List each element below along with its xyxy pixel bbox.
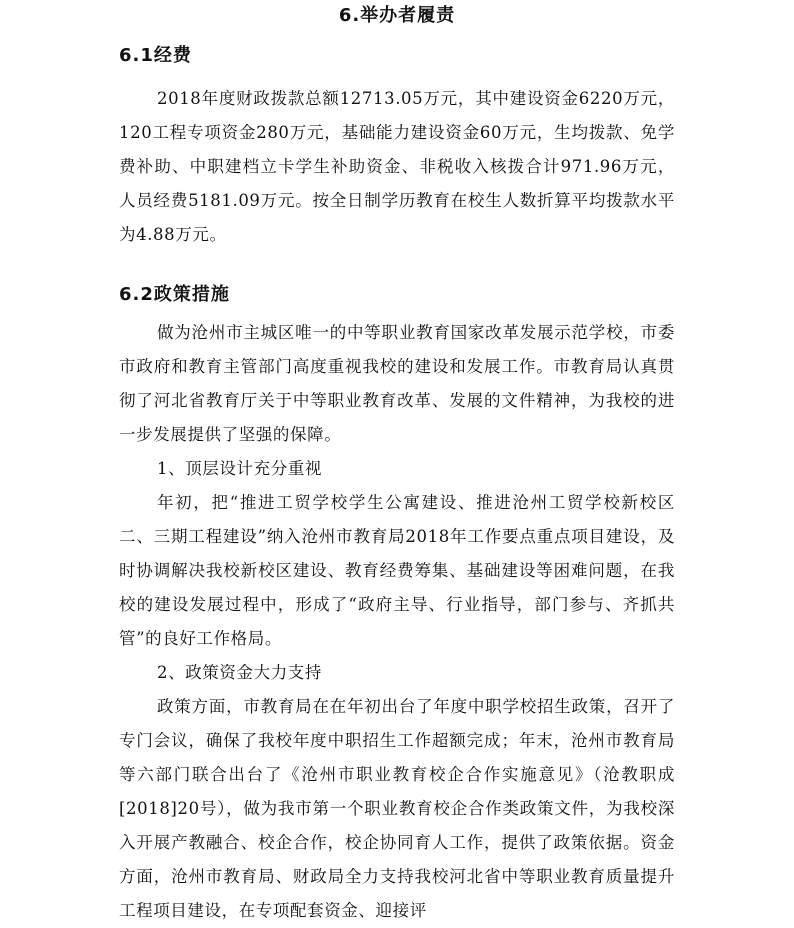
item-2-paragraph: 政策方面，市教育局在在年初出台了年度中职学校招生政策，召开了专门会议，确保了我校年度中职招生工作超额完成；年末，沧州市教育局等六部门联合出台了《沧州市职业教育校企合作实施意见》（沧教职成[2018]20号），做为我市第一个职业教育校企合作类政策文件，为我校深入开展产教融合、校企合作，校企协同育人工作，提供了政策依据。资金方面，沧州市教育局、财政局全力支持我校河北省中等职业教育质量提升工程项目建设，在专项配套资金、迎接评 [119, 697, 675, 920]
section-title-policy: 6.2政策措施 [119, 284, 230, 305]
funding-paragraph: 2018年度财政拨款总额12713.05万元，其中建设资金6220万元，120工程专项资金280万元，基础能力建设资金60万元，生均拨款、免学费补助、中职建档立卡学生补助资金、非税收入核拨合计971.96万元，人员经费5181.09万元。按全日制学历教育在校生人数折算平均拨款水平为4.88万元。 [119, 89, 675, 244]
policy-intro-paragraph: 做为沧州市主城区唯一的中等职业教育国家改革发展示范学校，市委市政府和教育主管部门高度重视我校的建设和发展工作。市教育局认真贯彻了河北省教育厅关于中等职业教育改革、发展的文件精神，为我校的进一步发展提供了坚强的保障。 [119, 323, 675, 444]
item-1-paragraph: 年初，把“推进工贸学校学生公寓建设、推进沧州工贸学校新校区二、三期工程建设”纳入沧州市教育局2018年工作要点重点项目建设，及时协调解决我校新校区建设、教育经费筹集、基础建设等困难问题，在我校的建设发展过程中，形成了“政府主导、行业指导，部门参与、齐抓共管”的良好工作格局。 [119, 493, 675, 648]
item-1-heading: 1、顶层设计充分重视 [157, 459, 322, 478]
item-2-heading: 2、政策资金大力支持 [157, 663, 322, 682]
chapter-title: 6.举办者履责 [338, 5, 456, 26]
section-title-funding: 6.1经费 [119, 45, 192, 66]
